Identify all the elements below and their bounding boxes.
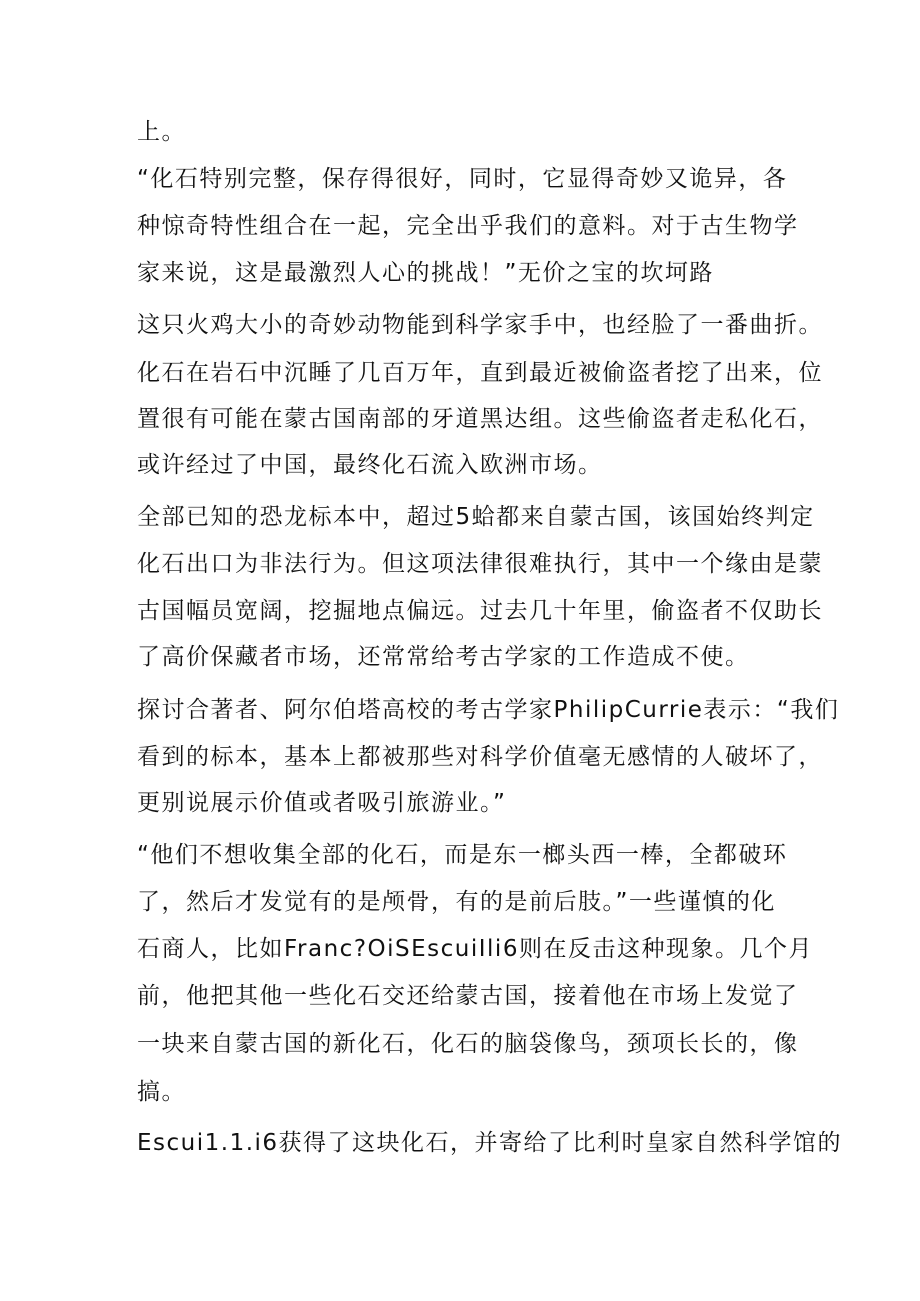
text-line: 古国幅员宽阔，挖掘地点偏远。过去几十年里，偷盗者不仅助长 [137,598,823,624]
text-line: 化石出口为非法行为。但这项法律很难执行，其中一个缘由是蒙 [137,551,823,577]
text-line: 这只火鸡大小的奇妙动物能到科学家手中，也经脸了一番曲折。 [137,312,823,338]
text-line: 种惊奇特性组合在一起，完全出乎我们的意料。对于古生物学 [137,213,799,239]
text-line: 更别说展示价值或者吸引旅游业。” [137,790,507,816]
text-line: 化石在岩石中沉睡了几百万年，直到最近被偷盗者挖了出来，位 [137,360,823,386]
text-line: 石商人，比如Franc?OiSEscuiIli6则在反击这种现象。几个月 [137,936,813,962]
text-line: 或许经过了中国，最终化石流入欧洲市场。 [137,452,603,478]
text-line: 了高价保藏者市场，还常常给考古学家的工作造成不使。 [137,644,750,670]
text-line: 了，然后才发觉有的是颅骨，有的是前后肢。”一些谨慎的化 [137,889,776,915]
text-line: 上。 [137,119,186,145]
text-line: 看到的标本，基本上都被那些对科学价值毫无感情的人破坏了， [137,744,823,770]
text-line: 家来说，这是最激烈人心的挑战！”无价之宝的坎坷路 [137,260,714,286]
text-line: 置很有可能在蒙古国南部的牙道黑达组。这些偷盗者走私化石， [137,406,823,432]
text-line: “他们不想收集全部的化石，而是东一榔头西一棒，全都破环 [137,842,788,868]
text-line: 一块来自蒙古国的新化石，化石的脑袋像鸟，颈项长长的，像 [137,1031,799,1057]
text-line: 全部已知的恐龙标本中，超过5蛤都来自蒙古国，该国始终判定 [137,504,815,530]
text-line: “化石特别完整，保存得很好，同时，它显得奇妙又诡异，各 [137,166,788,192]
text-line: Escui1.1.i6获得了这块化石，并寄给了比利时皇家自然科学馆的 [137,1130,843,1156]
text-line: 前，他把其他一些化石交还给蒙古国，接着他在市场上发觉了 [137,983,799,1009]
text-line: 搞。 [137,1079,186,1105]
text-line: 探讨合著者、阿尔伯塔高校的考古学家PhilipCurrie表示：“我们 [137,697,840,723]
